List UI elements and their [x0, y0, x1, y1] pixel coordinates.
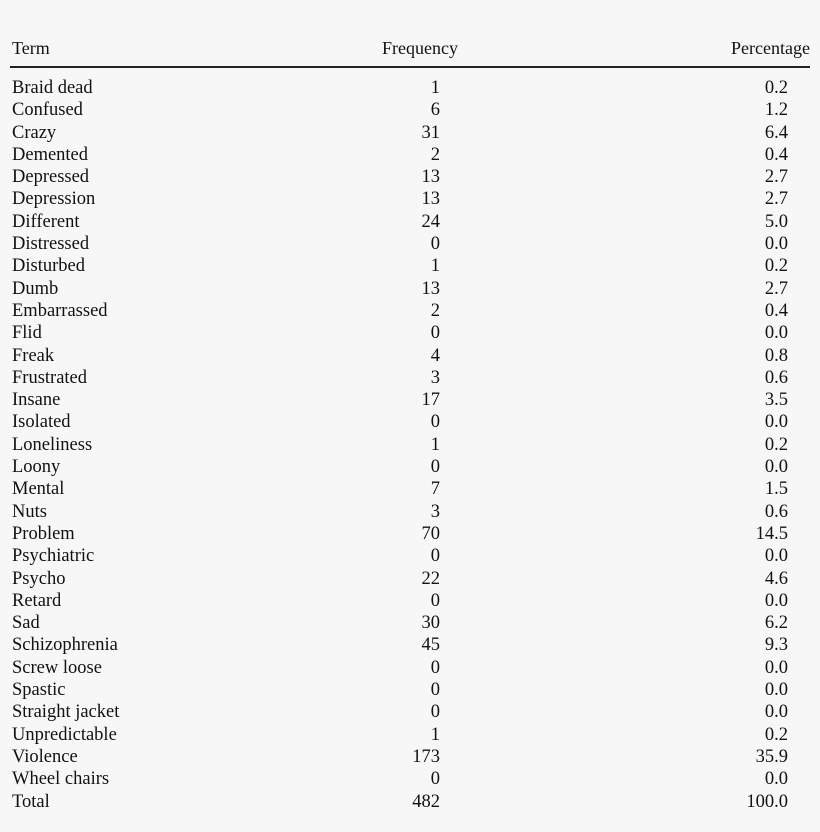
cell-frequency: 13 — [421, 167, 440, 188]
cell-term: Insane — [12, 390, 61, 411]
cell-frequency: 3 — [430, 367, 440, 388]
cell-percentage: 5.0 — [764, 211, 788, 232]
header-percentage: Percentage — [731, 38, 810, 58]
cell-frequency: 45 — [421, 635, 440, 656]
cell-frequency: 0 — [430, 546, 440, 567]
cell-percentage: 35.9 — [755, 746, 788, 767]
table-row — [10, 411, 810, 433]
table-row — [10, 701, 810, 723]
table-row — [10, 768, 810, 790]
table-row — [10, 77, 810, 99]
cell-frequency: 0 — [430, 680, 440, 701]
cell-percentage: 0.8 — [764, 345, 788, 366]
cell-frequency: 1 — [430, 256, 440, 277]
table-row — [10, 122, 810, 144]
table-row — [10, 367, 810, 389]
cell-term: Dumb — [12, 278, 59, 299]
cell-frequency: 173 — [412, 746, 440, 767]
cell-frequency: 13 — [421, 278, 440, 299]
cell-frequency: 0 — [430, 657, 440, 678]
cell-frequency: 1 — [430, 724, 440, 745]
cell-term: Sad — [12, 613, 40, 634]
cell-frequency: 13 — [421, 189, 440, 210]
table-row — [10, 568, 810, 590]
cell-frequency: 7 — [430, 479, 440, 500]
cell-frequency: 2 — [430, 300, 440, 321]
table-row — [10, 456, 810, 478]
table-row — [10, 523, 810, 545]
table-row — [10, 211, 810, 233]
cell-percentage: 0.0 — [764, 234, 788, 255]
cell-term: Violence — [12, 746, 78, 767]
cell-percentage: 3.5 — [764, 390, 788, 411]
cell-term: Psycho — [12, 568, 66, 589]
cell-percentage: 0.4 — [764, 300, 788, 321]
cell-percentage: 0.0 — [764, 702, 788, 723]
cell-term: Different — [12, 211, 80, 232]
cell-term: Retard — [12, 590, 62, 611]
cell-term: Confused — [12, 100, 83, 121]
cell-term: Braid dead — [12, 78, 93, 98]
cell-frequency: 3 — [430, 501, 440, 522]
cell-term: Mental — [12, 479, 65, 500]
cell-frequency: 30 — [421, 613, 440, 634]
table-row — [10, 590, 810, 612]
cell-percentage: 0.0 — [764, 546, 788, 567]
cell-percentage: 0.2 — [764, 78, 788, 98]
frequency-table — [10, 36, 810, 812]
cell-frequency: 1 — [430, 78, 440, 98]
total-row — [10, 791, 810, 813]
cell-percentage: 1.5 — [764, 479, 788, 500]
table-body — [10, 77, 810, 813]
cell-term: Screw loose — [12, 657, 102, 678]
cell-percentage: 0.2 — [764, 256, 788, 277]
cell-percentage: 0.2 — [764, 724, 788, 745]
table-row — [10, 233, 810, 255]
cell-term: Schizophrenia — [12, 635, 118, 656]
cell-percentage: 0.0 — [764, 457, 788, 478]
cell-frequency: 0 — [430, 702, 440, 723]
cell-term: Spastic — [12, 680, 66, 701]
cell-frequency: 1 — [430, 434, 440, 455]
cell-frequency: 0 — [430, 234, 440, 255]
cell-frequency: 0 — [430, 412, 440, 433]
cell-frequency: 17 — [421, 390, 440, 411]
cell-percentage: 0.2 — [764, 434, 788, 455]
table-row — [10, 634, 810, 656]
table-row — [10, 724, 810, 746]
table-row — [10, 501, 810, 523]
cell-percentage: 4.6 — [764, 568, 788, 589]
cell-term: Frustrated — [12, 367, 88, 388]
table-row — [10, 478, 810, 500]
cell-frequency: 24 — [421, 211, 440, 232]
cell-term: Nuts — [12, 501, 47, 522]
table-row — [10, 278, 810, 300]
table-header — [10, 36, 810, 64]
cell-term: Demented — [12, 144, 89, 165]
cell-percentage: 0.6 — [764, 501, 788, 522]
cell-term: Disturbed — [12, 256, 85, 277]
cell-term: Total — [12, 791, 50, 812]
cell-frequency: 0 — [430, 590, 440, 611]
cell-term: Wheel chairs — [12, 769, 110, 790]
table-row — [10, 746, 810, 768]
cell-frequency: 70 — [421, 523, 440, 544]
cell-percentage: 0.0 — [764, 657, 788, 678]
cell-term: Embarrassed — [12, 300, 108, 321]
cell-term: Loony — [12, 457, 61, 478]
cell-term: Flid — [12, 323, 42, 344]
cell-percentage: 100.0 — [746, 791, 788, 812]
cell-frequency: 6 — [430, 100, 440, 121]
header-frequency: Frequency — [382, 38, 458, 58]
table-row — [10, 255, 810, 277]
cell-percentage: 0.0 — [764, 590, 788, 611]
header-term: Term — [12, 38, 50, 58]
cell-percentage: 0.0 — [764, 323, 788, 344]
cell-percentage: 0.0 — [764, 412, 788, 433]
cell-frequency: 0 — [430, 457, 440, 478]
cell-term: Problem — [12, 523, 75, 544]
cell-percentage: 0.6 — [764, 367, 788, 388]
cell-percentage: 0.0 — [764, 680, 788, 701]
cell-term: Isolated — [12, 412, 71, 433]
cell-term: Loneliness — [12, 434, 93, 455]
table-row — [10, 434, 810, 456]
cell-term: Unpredictable — [12, 724, 117, 745]
cell-percentage: 2.7 — [764, 278, 788, 299]
cell-term: Depressed — [12, 167, 90, 188]
cell-frequency: 22 — [421, 568, 440, 589]
cell-term: Straight jacket — [12, 702, 120, 723]
cell-percentage: 14.5 — [755, 523, 788, 544]
cell-percentage: 1.2 — [764, 100, 788, 121]
table-row — [10, 144, 810, 166]
table-row — [10, 300, 810, 322]
table-row — [10, 188, 810, 210]
cell-term: Distressed — [12, 234, 90, 255]
cell-term: Freak — [12, 345, 55, 366]
cell-term: Depression — [12, 189, 96, 210]
table-row — [10, 345, 810, 367]
cell-frequency: 482 — [412, 791, 440, 812]
table-row — [10, 389, 810, 411]
cell-percentage: 2.7 — [764, 167, 788, 188]
table-row — [10, 166, 810, 188]
table-row — [10, 99, 810, 121]
header-rule — [10, 66, 810, 68]
table-row — [10, 612, 810, 634]
cell-percentage: 6.2 — [764, 613, 788, 634]
cell-frequency: 0 — [430, 323, 440, 344]
cell-percentage: 0.4 — [764, 144, 788, 165]
cell-frequency: 2 — [430, 144, 440, 165]
cell-frequency: 0 — [430, 769, 440, 790]
cell-percentage: 2.7 — [764, 189, 788, 210]
cell-percentage: 6.4 — [764, 122, 788, 143]
cell-frequency: 4 — [430, 345, 440, 366]
cell-percentage: 9.3 — [764, 635, 788, 656]
cell-term: Crazy — [12, 122, 57, 143]
table-row — [10, 322, 810, 344]
cell-frequency: 31 — [421, 122, 440, 143]
table-row — [10, 545, 810, 567]
table-row — [10, 657, 810, 679]
cell-term: Psychiatric — [12, 546, 95, 567]
cell-percentage: 0.0 — [764, 769, 788, 790]
table-row — [10, 679, 810, 701]
